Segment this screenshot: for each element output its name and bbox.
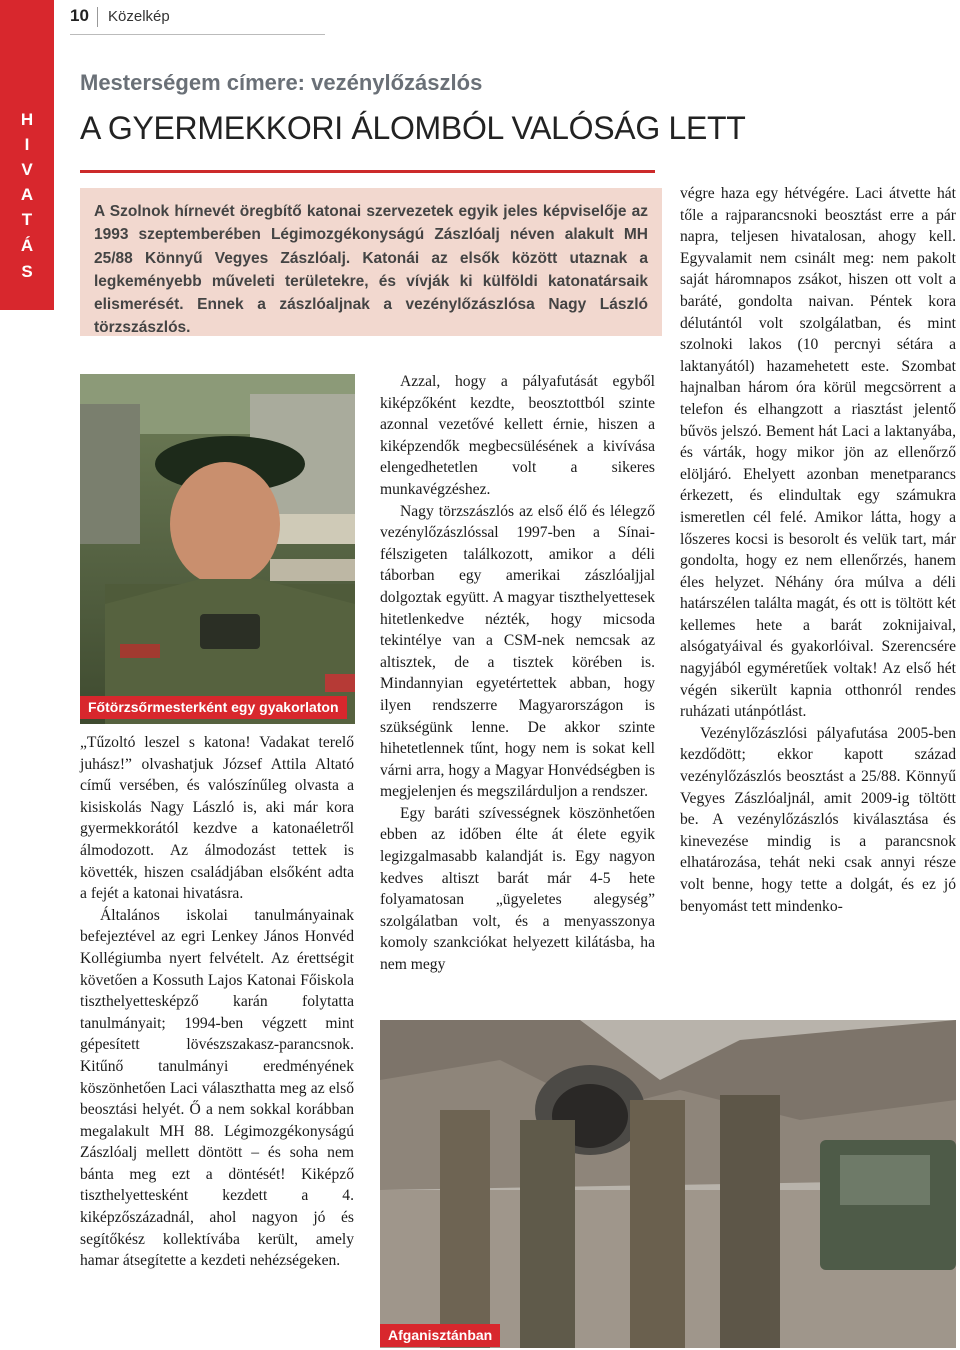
body-column-2 <box>380 371 655 976</box>
headline-rule <box>80 170 655 173</box>
body-paragraph: Vezénylőzászlósi pályafutása 2005-ben kezdődött; ekkor kapott század vezénylőzászlós beosztást a 25/88. Könnyű Vegyes Zászlóaljnál, amit 2009-ig töltött be. A vezénylőzászlós kiválasztása és kinevezése mindig is a parancsnok elhatározása, tehát neki csak annyi része volt benne, hogy tette a dolgát, és ez jó benyomást tett mindenko- <box>680 724 956 915</box>
body-paragraph: végre haza egy hétvégére. Laci átvette hát tőle a rajparancsnoki beosztást erre a pár napra, teljesen hivatalosan, ahogy kell. Egyvalamit nem csinált meg: nem pakolt saját háromnapos zsákot, hiszen ott volt a baráté, gondolta naivan. Péntek kora délutántól volt szolgálatban, és mint szolnoki lakos (10 percnyi sétára a laktanyától) hazamehetett este. Szombat hajnalban három óra körül megcsörrent a telefon és elhangzott a riasztást jelentő bűvös jelszó. Bement hát Laci a laktanyába, és várták, hogy mikor jön az ellenőrző elöljáró. Ehelyett azonban menetparancs érkezett, és elindultak egy számukra ismeretlen cél felé. Amikor látta, hogy a lőszeres kocsi is besorolt és velük tart, már gondolta, hogy ez nem ellenőrzés, hanem éles helyzet. Néhány óra múlva a déli határszélen találta magát, és ott is töltött két kellemes hete a barát zoknijaival, alsógatyáival és gyakorlóival. Szerencsére nagyjából egyméretűek voltak! Az első hét végén sikerült kapnia otthonról rendes ruházati utánpótlást. <box>680 185 956 721</box>
sidebar-letter: H <box>20 110 34 129</box>
sidebar-letter: T <box>21 210 33 229</box>
portrait-photo-image <box>80 374 355 724</box>
section-name: Közelkép <box>108 8 170 25</box>
portrait-photo <box>80 374 355 724</box>
page-number: 10 <box>70 6 89 25</box>
article-lead: A Szolnok hírnevét öregbítő katonai szervezetek egyik jeles képviselője az 1993 szeptemberében Légimozgékonyságú Zászlóalj néven alakult MH 25/88 Könnyű Vegyes Zászlóalj. Katonái az elsők között utaznak a legkeményebb műveleti területekre, és vívják ki külföldi katonatársaik elismerését. Ennek a zászlóaljnak a vezénylőzászlósa Nagy László törzszászlós. <box>80 188 662 336</box>
body-paragraph: Azzal, hogy a pályafutását egyből kiképzőként kezdte, beosztottból szinte azonnal vezetővé kellett érnie, hiszen a kiképzendők megbecsülésének a kivívása elengedhetetlen volt a sikeres munkavégzéshez. <box>380 373 655 498</box>
group-caption: Afganisztánban <box>380 1324 500 1347</box>
body-column-1 <box>80 732 354 1272</box>
sidebar-letter: Á <box>20 236 34 255</box>
body-paragraph: „Tűzoltó leszel s katona! Vadakat terelő juhász!” olvashatjuk József Attila Altató című versében, és valószínűleg olvasta a kisiskolás Nagy László is, aki már kora gyermekkorától kezdve a katonaéletről álmodozott. Az álmodozást tettek is követték, hiszen családjában elsőként adta a fejét a katonai hivatásra. <box>80 734 354 903</box>
sidebar-letter: V <box>21 160 33 179</box>
sidebar-letter: A <box>20 185 34 204</box>
header-rule <box>70 34 325 35</box>
header-separator <box>97 7 98 27</box>
portrait-caption: Főtörzsőrmesterként egy gyakorlaton <box>80 696 347 719</box>
article-kicker: Mesterségem címere: vezénylőzászlós <box>80 70 483 95</box>
afghanistan-photo <box>380 1020 956 1348</box>
body-column-3 <box>680 183 956 917</box>
body-paragraph: Általános iskolai tanulmányainak befejeztével az egri Lenkey János Honvéd Kollégiumba nyert felvételt. Az érettségit követően a Kossuth Lajos Katonai Főiskola tiszthelyettesképző karán folytatta tanulmányait; 1994-ben végzett mint gépesített lövészszakasz-parancsnok. Kitűnő tanulmányi eredményének köszönhetően Laci választhatta meg az első beosztási helyét. Ő a nem sokkal korábban megalakult MH 88. Légimozgékonyságú Zászlóalj mellett döntött – és soha nem bánta meg ezt a döntését! Kiképző tiszthelyettesként kezdett a 4. kiképzőszázadnál, ahol nagyon jó és segítőkész kollektívába került, amely hamar átsegítette a kezdeti nehézségeken. <box>80 906 354 1270</box>
body-paragraph: Nagy törzszászlós az első élő és lélegző vezénylőzászlóssal 1997-ben a Sínai-félszigeten találkozott, amikor a déli táborban egy amerikai zászlóaljjal dolgoztak együtt. A magyar tiszthelyettesek hitetlenkedve nézték, hogy micsoda tekintélye van a CSM-nek nemcsak az altisztek, de a tisztek körében is. Mindannyian egyetértettek abban, hogy ilyen rendszerre Magyarországon is szükségünk lenne. De akkor szinte hihetetlennek tűnt, hogy nem is sokat kell várni arra, hogy a Magyar Honvédségben is megjelenjen és megszilárduljon a rendszer. <box>380 502 655 801</box>
sidebar-letter: S <box>21 262 33 281</box>
body-paragraph: Egy baráti szívességnek köszönhetően ebben az időben élte át élete egyik legizgalmasabb kalandját is. Egy nagyon kedves altiszt barát már 4-5 hete folyamatosan „ügyeletes alegység” szolgálatban volt, és a menyasszonya komoly szankciókat helyezett kilátásba, ha nem megy <box>380 804 655 974</box>
sidebar-letter: I <box>24 135 30 154</box>
section-sidebar <box>0 0 54 310</box>
afghanistan-photo-image <box>380 1020 956 1348</box>
article-headline: A GYERMEKKORI ÁLOMBÓL VALÓSÁG LETT <box>80 110 746 146</box>
